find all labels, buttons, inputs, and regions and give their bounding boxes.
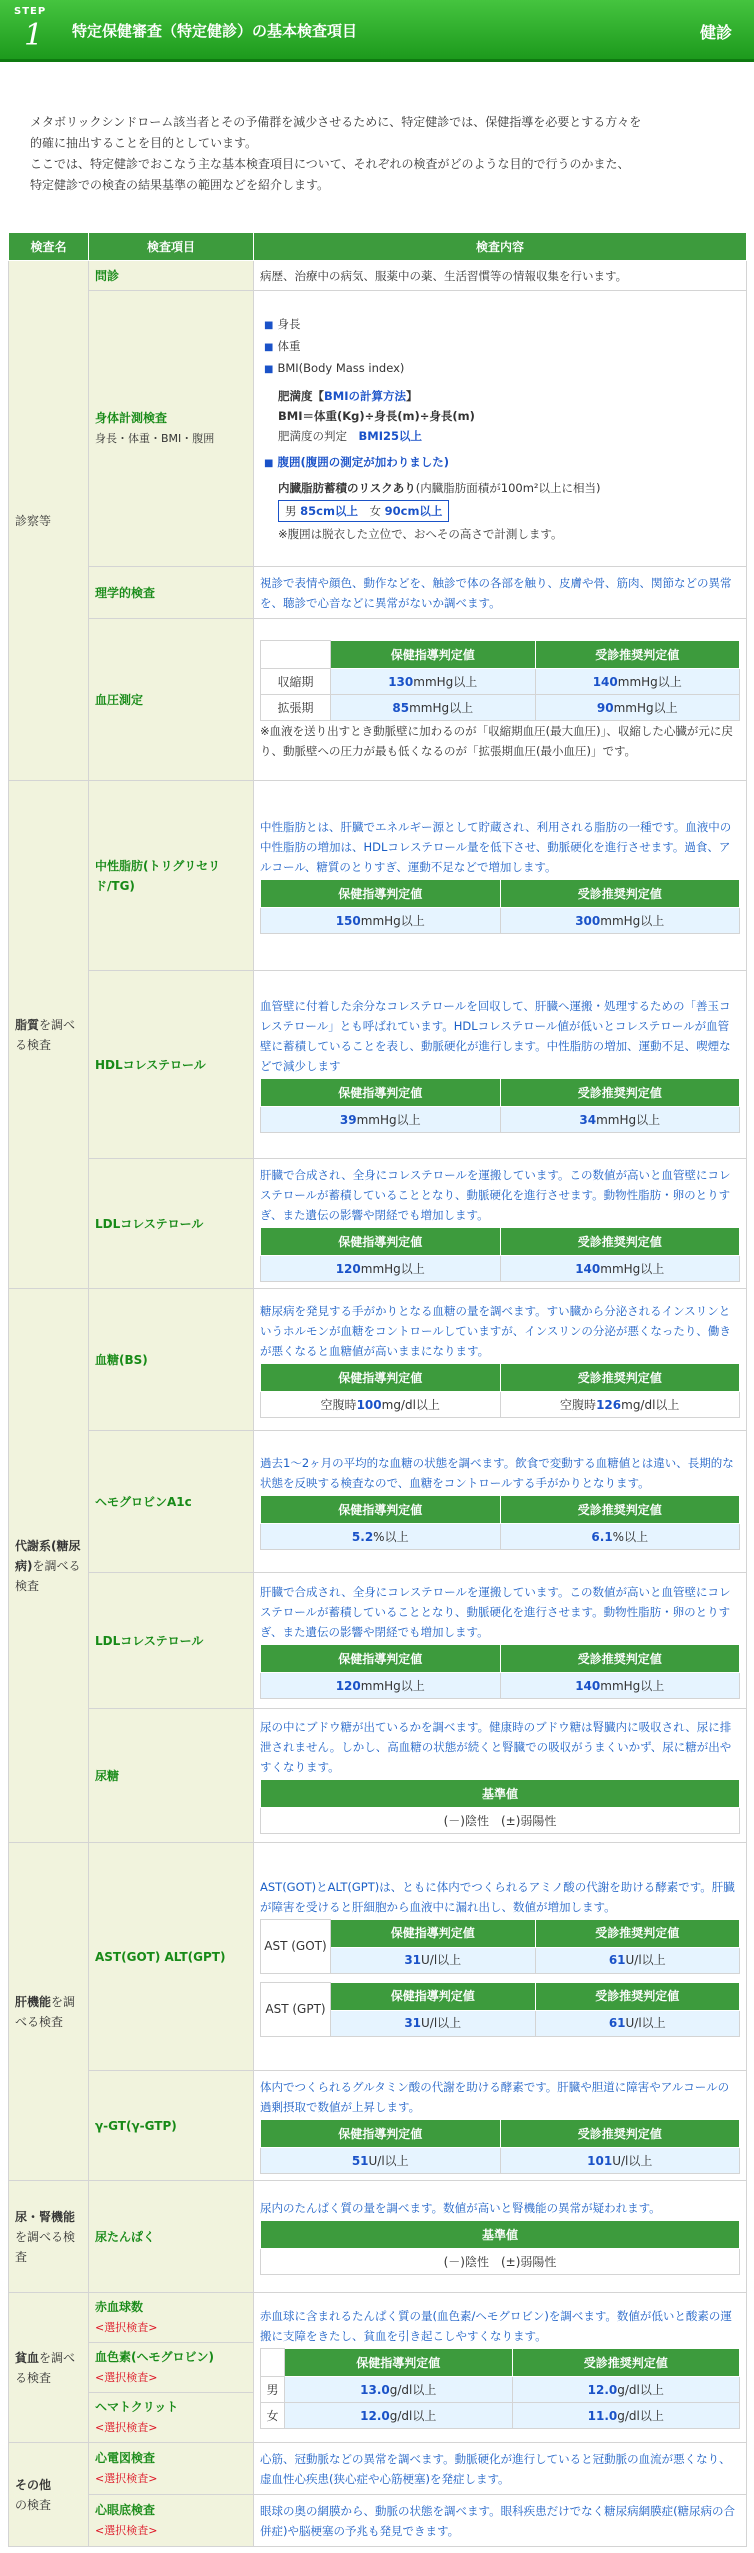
content-cell — [254, 1573, 747, 1709]
criteria-header: 受診推奨判定値 — [500, 1645, 740, 1673]
criteria-header: 保健指導判定値 — [261, 2120, 501, 2148]
content-cell: 視診で表情や顔色、動作などを、触診で体の各部を触り、皮膚や骨、筋肉、関節などの異常を、聴診で心音などに異常がないか調べます。 — [254, 567, 747, 619]
item-name: LDLコレステロール — [95, 1216, 204, 1231]
content-cell — [254, 1709, 747, 1843]
criteria-value — [500, 1107, 740, 1133]
value-unit: mg/dl以上 — [621, 1397, 680, 1412]
criteria-value — [261, 2249, 740, 2275]
list-item: ■ BMI(Body Mass index) — [264, 358, 740, 380]
value-num: 61 — [608, 1953, 626, 1967]
value-num: 140 — [575, 1678, 601, 1693]
value-unit: mmHg以上 — [409, 700, 474, 715]
value-unit: g/dl以上 — [617, 2382, 664, 2397]
criteria-header: 受診推奨判定値 — [535, 641, 740, 669]
criteria-value — [512, 2403, 740, 2429]
criteria-table — [260, 2348, 740, 2429]
criteria-value — [261, 1808, 740, 1834]
value-unit: mmHg以上 — [613, 700, 678, 715]
item-cell — [89, 567, 254, 619]
step-number: 1 — [24, 18, 44, 53]
bmi-title-link: BMIの計算方法 — [324, 388, 406, 403]
category-suffix: を調べる検査 — [15, 1994, 76, 2029]
waist-criteria — [278, 500, 449, 522]
value-num: 61 — [608, 2016, 626, 2030]
criteria-header: 受診推奨判定値 — [500, 1228, 740, 1256]
value-text: (－)陰性 — [443, 1813, 489, 1828]
value-unit: mg/dl以上 — [381, 1397, 440, 1412]
step-label: STEP — [14, 6, 47, 17]
criteria-value — [500, 1524, 740, 1550]
col-header: 検査名 — [9, 233, 89, 261]
value-unit: %以上 — [612, 1529, 649, 1544]
value-num: 120 — [335, 1261, 361, 1276]
criteria-value — [331, 695, 536, 721]
item-cell — [89, 1843, 254, 2071]
criteria-header: 受診推奨判定値 — [535, 1982, 740, 2010]
measure-list — [260, 314, 740, 380]
select-tag: <選択検査> — [95, 2321, 158, 2334]
item-name: 血色素(ヘモグロビン) — [95, 2350, 214, 2364]
content-cell: 心筋、冠動脈などの異常を調べます。動脈硬化が進行していると冠動脈の血流が悪くなり、虚血性心疾患(狭心症や心筋梗塞)を発症します。 — [254, 2443, 747, 2495]
criteria-value — [285, 2377, 513, 2403]
item-name: 赤血球数 — [95, 2300, 144, 2314]
row-label: 拡張期 — [261, 695, 331, 721]
value-unit: U/l以上 — [612, 2153, 653, 2168]
content-text: 尿内のたんぱく質の量を調べます。数値が高いと腎機能の異常が疑われます。 — [260, 2201, 661, 2215]
criteria-header: 受診推奨判定値 — [512, 2349, 740, 2377]
value-num: 100 — [356, 1397, 382, 1412]
item-name: 尿糖 — [95, 1768, 120, 1783]
criteria-table — [260, 1644, 740, 1699]
row-label: AST (GOT) — [261, 1919, 331, 1973]
category-cell — [9, 2293, 89, 2443]
category-cell — [9, 1843, 89, 2181]
item-sub: 身長・体重・BMI・腹囲 — [95, 432, 215, 445]
criteria-value — [535, 2010, 740, 2036]
criteria-value — [285, 2403, 513, 2429]
list-item: ■ 体重 — [264, 336, 740, 358]
criteria-value — [331, 1947, 536, 1973]
value-unit: mmHg以上 — [360, 1678, 425, 1693]
risk-title: 内臓脂肪蓄積のリスクあり — [278, 480, 416, 495]
criteria-value — [500, 908, 740, 934]
content-cell — [254, 2071, 747, 2181]
bp-note: ※血液を送り出すとき動脈壁に加わるのが「収縮期血圧(最大血圧)」、収縮した心臓が元に戻り、動脈壁への圧力が最も低くなるのが「拡張期血圧(最小血圧)」です。 — [260, 724, 733, 758]
criteria-value — [261, 908, 501, 934]
value-text: (－)陰性 — [443, 2254, 489, 2269]
criteria-value — [261, 1256, 501, 1282]
female-value: 90cm以上 — [384, 503, 443, 518]
criteria-table — [260, 1779, 740, 1834]
criteria-table — [260, 1919, 740, 1974]
criteria-value — [500, 1673, 740, 1699]
content-cell: 眼球の奥の網膜から、動脈の状態を調べます。眼科疾患だけでなく糖尿病網膜症(糖尿病の合併症)や脳梗塞の予兆も発見できます。 — [254, 2495, 747, 2547]
item-cell — [89, 2181, 254, 2293]
category-cell — [9, 2443, 89, 2547]
value-prefix: 空腹時 — [320, 1397, 357, 1412]
category-suffix: を調べる検査 — [15, 1558, 81, 1593]
value-unit: mmHg以上 — [360, 913, 425, 928]
criteria-value — [535, 1947, 740, 1973]
page-title: 特定保健審査（特定健診）の基本検査項目 — [72, 22, 358, 40]
value-unit: U/l以上 — [368, 2153, 409, 2168]
intro-line: メタボリックシンドローム該当者とその予備群を減少させるために、特定健診では、保健指導を必要とする方々を — [30, 115, 642, 129]
value-num: 6.1 — [591, 1529, 613, 1544]
value-unit: U/l以上 — [421, 2016, 462, 2030]
value-num: 34 — [579, 1112, 597, 1127]
criteria-table — [260, 1227, 740, 1282]
content-text: 尿の中にブドウ糖が出ているかを調べます。健康時のブドウ糖は腎臓内に吸収され、尿に排泄されません。しかし、高血糖の状態が続くと腎臓での吸収がうまくいかず、尿に糖が出やすくなります。 — [260, 1720, 732, 1774]
criteria-header: 保健指導判定値 — [331, 1919, 536, 1947]
item-name: 血糖(BS) — [95, 1352, 148, 1367]
col-header: 検査項目 — [89, 233, 254, 261]
criteria-table — [260, 1363, 740, 1418]
criteria-table — [260, 2119, 740, 2174]
criteria-table — [260, 1495, 740, 1550]
item-cell — [89, 2495, 254, 2547]
value-unit: mmHg以上 — [596, 1112, 661, 1127]
select-tag: <選択検査> — [95, 2472, 158, 2485]
value-text: (±)弱陽性 — [500, 2254, 557, 2269]
item-cell — [89, 2071, 254, 2181]
value-unit: g/dl以上 — [389, 2408, 437, 2423]
risk-note: (内臓脂肪面積が100m²以上に相当) — [415, 480, 601, 495]
criteria-table — [260, 879, 740, 934]
value-num: 101 — [587, 2153, 613, 2168]
criteria-value — [535, 695, 740, 721]
male-value: 85cm以上 — [300, 503, 358, 518]
criteria-table — [260, 1982, 740, 2037]
item-cell — [89, 2293, 254, 2443]
value-unit: mmHg以上 — [600, 1261, 665, 1276]
intro-line: ここでは、特定健診でおこなう主な基本検査項目について、それぞれの検査がどのような目的で行うのかまた、 — [30, 157, 630, 171]
criteria-table — [260, 2220, 740, 2275]
bmi-judge-value: BMI25以上 — [358, 428, 422, 443]
category-suffix: の検査 — [15, 2497, 52, 2512]
criteria-value — [261, 1392, 501, 1418]
value-num: 150 — [335, 913, 361, 928]
category-name: 肝機能 — [15, 1994, 52, 2009]
item-cell — [89, 619, 254, 781]
content-cell — [254, 2181, 747, 2293]
content-cell — [254, 1431, 747, 1573]
value-unit: U/l以上 — [421, 1953, 462, 1967]
content-text: 糖尿病を発見する手がかりとなる血糖の量を調べます。すい臓から分泌されるインスリンというホルモンが血糖をコントロールしていますが、インスリンの分泌が悪くなったり、働きが悪くなると血糖値が高いままになります。 — [260, 1304, 731, 1358]
criteria-header: 保健指導判定値 — [261, 1079, 501, 1107]
content-cell: 病歴、治療中の病気、服薬中の薬、生活習慣等の情報収集を行います。 — [254, 261, 747, 291]
criteria-header: 保健指導判定値 — [261, 1496, 501, 1524]
criteria-header: 受診推奨判定値 — [535, 1919, 740, 1947]
item-cell — [89, 2443, 254, 2495]
select-tag: <選択検査> — [95, 2421, 158, 2434]
value-num: 90 — [596, 700, 614, 715]
value-num: 126 — [596, 1397, 622, 1412]
item-cell — [89, 1289, 254, 1431]
criteria-value — [331, 669, 536, 695]
col-header: 検査内容 — [254, 233, 747, 261]
category-name: 脂質 — [15, 1017, 40, 1032]
content-cell — [254, 1289, 747, 1431]
criteria-header: 保健指導判定値 — [261, 1645, 501, 1673]
content-cell — [254, 291, 747, 567]
female-label: 女 — [369, 503, 381, 518]
criteria-value — [500, 1256, 740, 1282]
waist-note: ※腹囲は脱衣した立位で、おへその高さで計測します。 — [278, 526, 563, 541]
criteria-header: 基準値 — [261, 2221, 740, 2249]
criteria-header: 受診推奨判定値 — [500, 1364, 740, 1392]
criteria-header: 保健指導判定値 — [331, 1982, 536, 2010]
value-num: 140 — [575, 1261, 601, 1276]
item-name: γ-GT(γ-GTP) — [95, 2118, 177, 2133]
intro-text — [30, 112, 730, 196]
category-name: 貧血 — [15, 2350, 40, 2365]
content-text: 肝臓で合成され、全身にコレステロールを運搬しています。この数値が高いと血管壁にコレステロールが蓄積していることとなり、動脈硬化を進行させます。動物性脂肪・卵のとりすぎ、また遺伝の影響や閉経でも増加します。 — [260, 1168, 731, 1222]
value-unit: mmHg以上 — [413, 674, 478, 689]
criteria-header: 保健指導判定値 — [261, 880, 501, 908]
value-unit: g/dl以上 — [617, 2408, 664, 2423]
item-cell — [89, 971, 254, 1159]
criteria-value — [500, 1392, 740, 1418]
item-cell — [89, 1573, 254, 1709]
item-name: 理学的検査 — [95, 585, 156, 600]
value-num: 120 — [335, 1678, 361, 1693]
section-tag: 健診 — [699, 23, 732, 42]
item-name: ヘモグロビンA1c — [95, 1494, 192, 1509]
value-num: 13.0 — [360, 2382, 390, 2397]
content-text: AST(GOT)とALT(GPT)は、ともに体内でつくられるアミノ酸の代謝を助ける酵素です。肝臓が障害を受けると肝細胞から血液中に漏れ出し、数値が増加します。 — [260, 1879, 735, 1914]
criteria-value — [331, 2010, 536, 2036]
value-unit: U/l以上 — [625, 1953, 666, 1967]
criteria-value — [261, 2148, 501, 2174]
row-label: 収縮期 — [261, 669, 331, 695]
category-suffix: を調べる検査 — [15, 2229, 76, 2264]
content-cell — [254, 619, 747, 781]
category-cell — [9, 1289, 89, 1843]
content-text: 過去1～2ヶ月の平均的な血糖の状態を調べます。飲食で変動する血糖値とは違い、長期的な状態を反映する検査なので、血糖をコントロールする手がかりとなります。 — [260, 1456, 734, 1490]
content-text: 赤血球に含まれるたんぱく質の量(血色素/ヘモグロビン)を調べます。数値が低いと酸素の運搬に支障をきたし、貧血を引き起こしやすくなります。 — [260, 2309, 732, 2343]
value-unit: mmHg以上 — [600, 1678, 665, 1693]
value-num: 130 — [388, 674, 414, 689]
category-name: 診察等 — [15, 513, 52, 528]
content-cell — [254, 1843, 747, 2071]
male-label: 男 — [285, 503, 297, 518]
criteria-header: 保健指導判定値 — [331, 641, 536, 669]
category-suffix: を調べる検査 — [15, 1017, 76, 1052]
category-cell — [9, 2181, 89, 2293]
item-name: 問診 — [95, 268, 120, 283]
list-item: ■ 身長 — [264, 314, 740, 336]
value-unit: U/l以上 — [625, 2016, 666, 2030]
select-tag: <選択検査> — [95, 2371, 158, 2384]
content-cell — [254, 1159, 747, 1289]
item-cell — [89, 261, 254, 291]
select-tag: <選択検査> — [95, 2524, 158, 2537]
row-label: 女 — [261, 2403, 285, 2429]
value-text: (±)弱陽性 — [500, 1813, 557, 1828]
bmi-judge-label: 肥満度の判定 — [278, 428, 347, 443]
item-name: 身体計測検査 — [95, 411, 168, 425]
criteria-value — [261, 1524, 501, 1550]
content-text: 中性脂肪とは、肝臓でエネルギー源として貯蔵され、利用される脂肪の一種です。血液中の中性脂肪の増加は、HDLコレステロール量を低下させ、動脈硬化を進行させます。過食、アルコール、糖質のとりすぎ、運動不足などで増加します。 — [260, 820, 732, 874]
row-label: 男 — [261, 2377, 285, 2403]
criteria-header: 受診推奨判定値 — [500, 1496, 740, 1524]
value-prefix: 空腹時 — [560, 1397, 597, 1412]
value-num: 140 — [592, 674, 618, 689]
bmi-title-end: 】 — [406, 388, 418, 403]
item-name: 心眼底検査 — [95, 2503, 156, 2517]
exam-table — [8, 232, 747, 2547]
category-suffix: を調べる検査 — [15, 2350, 76, 2385]
item-name: ヘマトクリット — [95, 2400, 179, 2414]
intro-line: 特定健診での検査の結果基準の範囲などを紹介します。 — [30, 178, 330, 192]
content-text: 血管壁に付着した余分なコレステロールを回収して、肝臓へ運搬・処理するための「善玉コレステロール」とも呼ばれています。HDLコレステロール値が低いとコレステロールが血管壁に蓄積していることを表し、動脈硬化が進行します。中性脂肪の増加、運動不足、喫煙などで減少します — [260, 999, 731, 1073]
criteria-value — [535, 669, 740, 695]
criteria-header: 保健指導判定値 — [261, 1228, 501, 1256]
value-unit: mmHg以上 — [617, 674, 682, 689]
item-name: 尿たんぱく — [95, 2229, 156, 2244]
item-name: AST(GOT) ALT(GPT) — [95, 1949, 226, 1964]
value-num: 300 — [575, 913, 601, 928]
criteria-table — [260, 640, 740, 721]
intro-line: 的確に抽出することを目的としています。 — [30, 136, 258, 150]
criteria-header: 受診推奨判定値 — [500, 2120, 740, 2148]
value-num: 39 — [339, 1112, 357, 1127]
criteria-header: 基準値 — [261, 1780, 740, 1808]
waist-list — [260, 452, 740, 474]
value-unit: g/dl以上 — [389, 2382, 437, 2397]
value-num: 31 — [404, 2016, 422, 2030]
item-cell — [89, 1709, 254, 1843]
page-header — [0, 0, 754, 62]
value-num: 12.0 — [360, 2408, 390, 2423]
value-num: 31 — [404, 1953, 422, 1967]
content-text: 体内でつくられるグルタミン酸の代謝を助ける酵素です。肝臓や胆道に障害やアルコールの過剰摂取で数値が上昇します。 — [260, 2080, 730, 2114]
category-cell — [9, 781, 89, 1289]
value-unit: mmHg以上 — [356, 1112, 421, 1127]
item-name: 中性脂肪(トリグリセリド/TG) — [95, 858, 221, 893]
item-name: 心電図検査 — [95, 2451, 156, 2465]
criteria-header: 保健指導判定値 — [285, 2349, 513, 2377]
value-num: 11.0 — [587, 2408, 618, 2423]
content-text: 肝臓で合成され、全身にコレステロールを運搬しています。この数値が高いと血管壁にコレステロールが蓄積していることとなり、動脈硬化を進行させます。動物性脂肪・卵のとりすぎ、また遺伝の影響や閉経でも増加します。 — [260, 1585, 731, 1639]
content-cell — [254, 781, 747, 971]
category-name: その他 — [15, 2477, 52, 2492]
value-unit: %以上 — [373, 1529, 409, 1544]
item-name: LDLコレステロール — [95, 1633, 204, 1648]
category-name: 代謝系(糖尿病) — [15, 1538, 81, 1573]
bmi-title: 肥満度【 — [278, 388, 324, 403]
item-name: HDLコレステロール — [95, 1057, 206, 1072]
item-cell — [89, 1431, 254, 1573]
value-num: 51 — [351, 2153, 369, 2168]
criteria-value — [261, 1107, 501, 1133]
value-num: 12.0 — [587, 2382, 618, 2397]
criteria-value — [500, 2148, 740, 2174]
item-name: 血圧測定 — [95, 692, 144, 707]
item-cell — [89, 291, 254, 567]
criteria-table — [260, 1078, 740, 1133]
value-unit: mmHg以上 — [360, 1261, 425, 1276]
value-num: 5.2 — [351, 1529, 374, 1544]
row-label: AST (GPT) — [261, 1982, 331, 2036]
criteria-value — [261, 1673, 501, 1699]
content-cell — [254, 2293, 747, 2443]
waist-label: 腹囲(腹囲の測定が加わりました) — [277, 454, 449, 469]
content-cell — [254, 971, 747, 1159]
value-num: 85 — [392, 700, 410, 715]
bmi-formula: BMI＝体重(Kg)÷身長(m)÷身長(m) — [278, 408, 475, 423]
item-cell — [89, 781, 254, 971]
value-unit: mmHg以上 — [600, 913, 665, 928]
criteria-header: 受診推奨判定値 — [500, 880, 740, 908]
criteria-header: 受診推奨判定値 — [500, 1079, 740, 1107]
criteria-value — [512, 2377, 740, 2403]
category-name: 尿・腎機能 — [15, 2209, 76, 2224]
category-cell — [9, 261, 89, 781]
criteria-header: 保健指導判定値 — [261, 1364, 501, 1392]
list-item — [264, 452, 740, 474]
item-cell — [89, 1159, 254, 1289]
